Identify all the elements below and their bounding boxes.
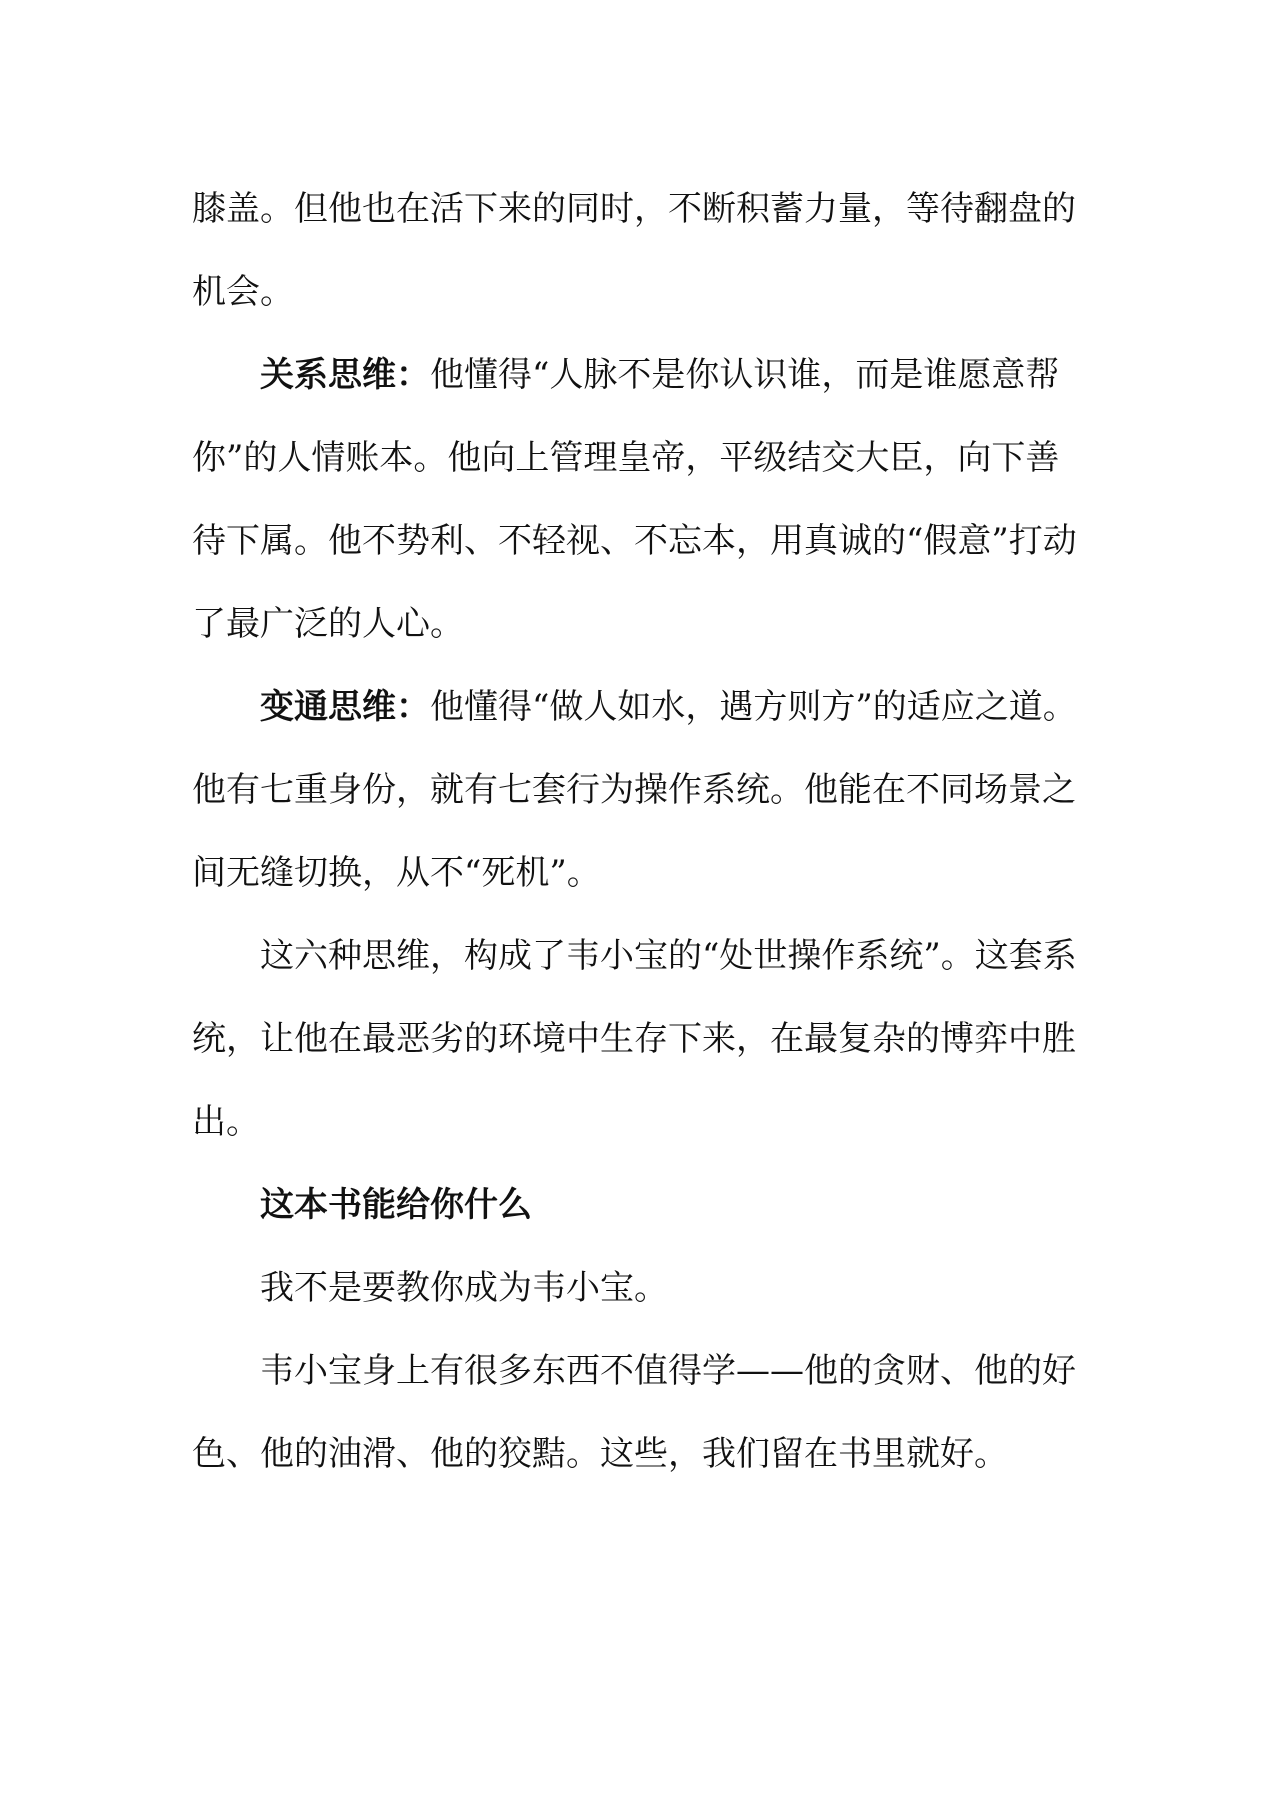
paragraph-lead: 关系思维： <box>260 355 430 395</box>
paragraph-continuation <box>192 168 1080 334</box>
paragraph-closing-2: 韦小宝身上有很多东西不值得学——他的贪财、他的好色、他的油滑、他的狡黠。这些，我们留在书里就好。 <box>192 1351 1076 1474</box>
paragraph-relationship-thinking <box>192 334 1080 666</box>
paragraph-adaptive-thinking <box>192 666 1080 915</box>
paragraph-text: 膝盖。但他也在活下来的同时，不断积蓄力量，等待翻盘的机会。 <box>192 189 1076 312</box>
paragraph-text: 这六种思维，构成了韦小宝的“处世操作系统”。这套系统，让他在最恶劣的环境中生存下来，在最复杂的博弈中胜出。 <box>192 936 1077 1142</box>
section-heading: 这本书能给你什么 <box>260 1185 532 1225</box>
paragraph-summary <box>192 915 1080 1164</box>
paragraph-closing-1: 我不是要教你成为韦小宝。 <box>260 1268 668 1308</box>
paragraph-text: 他懂得“做人如水，遇方则方”的适应之道。他有七重身份，就有七套行为操作系统。他能在不同场景之间无缝切换，从不“死机”。 <box>192 687 1077 893</box>
paragraph-lead: 变通思维： <box>260 687 430 727</box>
paragraph-text: 他懂得“人脉不是你认识谁，而是谁愿意帮你”的人情账本。他向上管理皇帝，平级结交大臣，向下善待下属。他不势利、不轻视、不忘本，用真诚的“假意”打动了最广泛的人心。 <box>192 355 1077 644</box>
text-column <box>192 168 1080 1496</box>
